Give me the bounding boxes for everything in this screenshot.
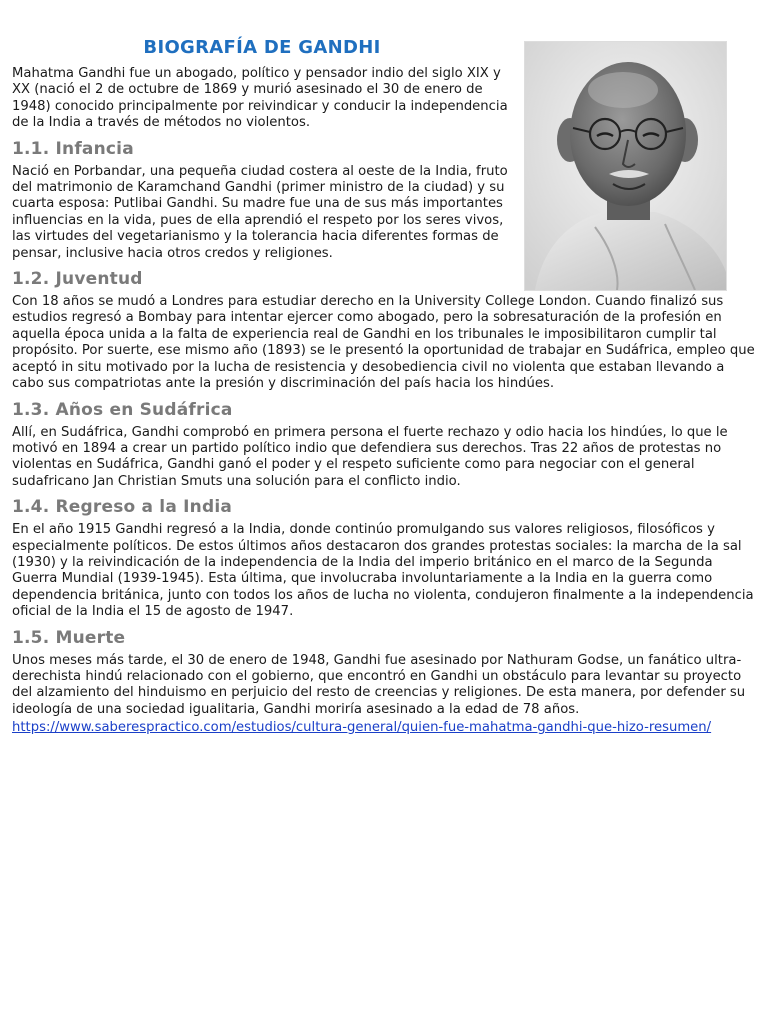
section-heading-regreso: 1.4. Regreso a la India <box>12 497 233 518</box>
section-body-juventud: Con 18 años se mudó a Londres para estudiar derecho en la University College London. Cuando finalizó sus estudios regresó a Bombay para intentar ejercer como abogado, pero la sobresaturación de la profesión en aquella época unida a la falta de experiencia real de Gandhi en los tribunales le imposibilitaron cumplir tal propósito. Por suerte, ese mismo año (1893) se le presentó la oportunidad de trabajar en Sudáfrica, empleo que aceptó in situ motivado por la lucha de resistencia y desobediencia civil no violenta que estaban llevando a cabo sus compatriotas ante la presión y discriminación del país hacia los hindúes. <box>12 294 755 392</box>
source-link[interactable]: https://www.saberespractico.com/estudios/cultura-general/quien-fue-mahatma-gandhi-que-hizo-resumen/ <box>12 720 712 736</box>
section-heading-sudafrica: 1.3. Años en Sudáfrica <box>12 399 233 420</box>
section-body-sudafrica: Allí, en Sudáfrica, Gandhi comprobó en primera persona el fuerte rechazo y odio hacia los hindúes, lo que le motivó en 1894 a crear un partido político indio que defendiera sus derechos. Tras 22 años de protestas no violentas en Sudáfrica, Gandhi ganó el poder y el respeto suficiente como para negociar con el general sudafricano Jan Christian Smuts una solución para el conflicto indio. <box>12 424 728 489</box>
section-body-infancia: Nació en Porbandar, una pequeña ciudad costera al oeste de la India, fruto del matrimonio de Karamchand Gandhi (primer ministro de la ciudad) y su cuarta esposa: Putlibai Gandhi. Su madre fue una de sus más importantes influencias en la vida, pues de ella aprendió el respeto por los seres vivos, las virtudes del vegetarianismo y la tolerancia hacia diferentes formas de pensar, inclusive hacia otros credos y religiones. <box>12 163 508 261</box>
section-heading-infancia: 1.1. Infancia <box>12 138 134 159</box>
section-heading-juventud: 1.2. Juventud <box>12 269 143 290</box>
gandhi-portrait-image <box>524 41 727 291</box>
section-body-regreso: En el año 1915 Gandhi regresó a la India, donde continúo promulgando sus valores religiosos, filosóficos y especialmente políticos. De estos últimos años destacaron dos grandes protestas sociales: la marcha de la sal (1930) y la reivindicación de la independencia de la India del imperio británico en el marco de la Segunda Guerra Mundial (1939-1945). Esta última, que involucraba involuntariamente a la India en la guerra como dependencia británica, junto con todos los años de lucha no violenta, condujeron finalmente a la independencia oficial de la India el 15 de agosto de 1947. <box>12 522 754 620</box>
intro-paragraph: Mahatma Gandhi fue un abogado, político y pensador indio del siglo XIX y XX (nació el 2 de octubre de 1869 y murió asesinado el 30 de enero de 1948) conocido principalmente por reivindicar y conducir la independencia de la India a través de métodos no violentos. <box>12 66 508 131</box>
section-body-muerte: Unos meses más tarde, el 30 de enero de 1948, Gandhi fue asesinado por Nathuram Godse, un fanático ultra-derechista hindú relacionado con el gobierno, que encontró en Gandhi un obstáculo para levantar su proyecto del alzamiento del hinduismo en perjuicio del resto de creencias y religiones. De esta manera, por defender su ideología de una sociedad igualitaria, Gandhi moriría asesinado a la edad de 78 años. <box>12 652 746 717</box>
document-title: BIOGRAFÍA DE GANDHI <box>143 37 381 58</box>
section-heading-muerte: 1.5. Muerte <box>12 627 126 648</box>
